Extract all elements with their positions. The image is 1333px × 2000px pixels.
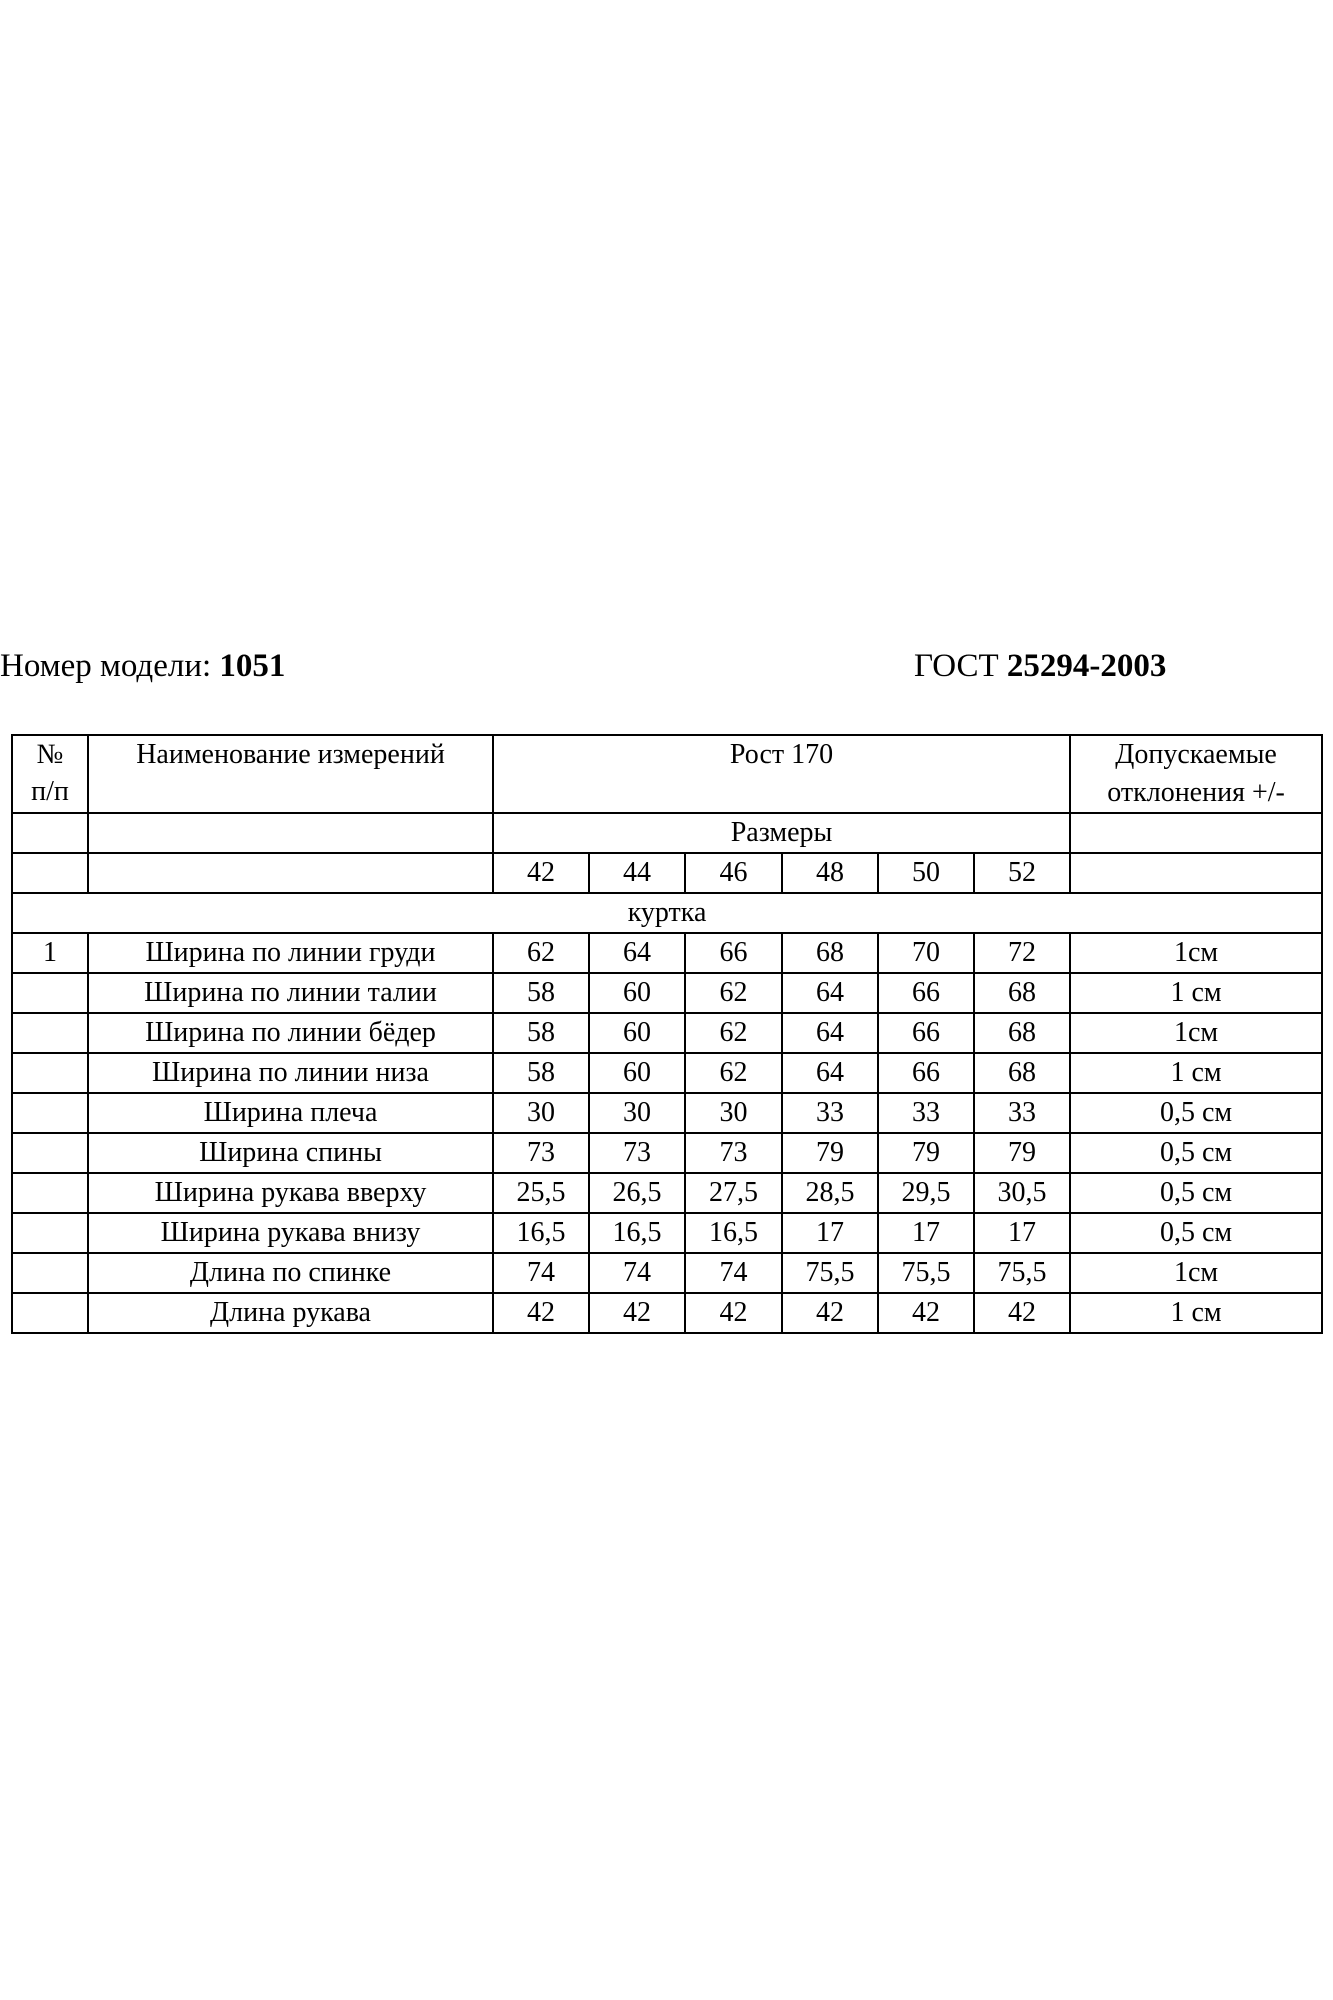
gost-label: ГОСТ: [914, 648, 999, 684]
empty-cell: [88, 813, 493, 853]
size-cell: 42: [493, 853, 589, 893]
measurement-name: Длина по спинке: [88, 1253, 493, 1293]
measurement-value: 26,5: [589, 1173, 685, 1213]
tolerance-value: 0,5 см: [1070, 1213, 1322, 1253]
row-number: [12, 1013, 88, 1053]
measurement-value: 30: [589, 1093, 685, 1133]
measurement-value: 17: [878, 1213, 974, 1253]
section-title: куртка: [12, 893, 1322, 933]
col-number-header: [12, 735, 88, 813]
measurement-value: 60: [589, 1013, 685, 1053]
measurement-value: 29,5: [878, 1173, 974, 1213]
measurement-value: 58: [493, 1053, 589, 1093]
measurement-value: 30: [493, 1093, 589, 1133]
measurement-value: 17: [782, 1213, 878, 1253]
measurement-value: 58: [493, 973, 589, 1013]
measurement-value: 64: [589, 933, 685, 973]
measurement-value: 64: [782, 1053, 878, 1093]
measurement-value: 73: [493, 1133, 589, 1173]
tolerance-value: 1см: [1070, 1253, 1322, 1293]
section-row: [12, 893, 1322, 933]
measurement-name: Ширина рукава внизу: [88, 1213, 493, 1253]
measurement-value: 33: [878, 1093, 974, 1133]
measurement-value: 75,5: [782, 1253, 878, 1293]
measurement-value: 66: [878, 1013, 974, 1053]
table-row: [12, 1173, 1322, 1213]
table-row: [12, 1013, 1322, 1053]
table-row: [12, 1093, 1322, 1133]
table-row: [12, 1053, 1322, 1093]
table-row: [12, 1293, 1322, 1333]
measurement-name: Ширина по линии бёдер: [88, 1013, 493, 1053]
row-number: [12, 973, 88, 1013]
row-number: [12, 1053, 88, 1093]
size-cell: 44: [589, 853, 685, 893]
measurement-value: 73: [685, 1133, 782, 1173]
measurement-value: 74: [589, 1253, 685, 1293]
row-number: [12, 1173, 88, 1213]
tolerance-value: 1см: [1070, 933, 1322, 973]
measurement-value: 16,5: [493, 1213, 589, 1253]
table-body: [12, 735, 1322, 933]
measurement-value: 73: [589, 1133, 685, 1173]
tolerance-header: [1070, 735, 1322, 813]
measurement-value: 64: [782, 973, 878, 1013]
col-name-header: Наименование измерений: [88, 735, 493, 813]
measurement-value: 68: [974, 973, 1070, 1013]
empty-cell: [1070, 853, 1322, 893]
tolerance-value: 0,5 см: [1070, 1093, 1322, 1133]
size-cell: 50: [878, 853, 974, 893]
measurement-value: 70: [878, 933, 974, 973]
measurement-name: Ширина по линии низа: [88, 1053, 493, 1093]
measurement-value: 68: [974, 1013, 1070, 1053]
table-row: [12, 1133, 1322, 1173]
measurement-name: Ширина по линии талии: [88, 973, 493, 1013]
measurement-value: 75,5: [974, 1253, 1070, 1293]
measurement-value: 42: [685, 1293, 782, 1333]
measurement-value: 68: [974, 1053, 1070, 1093]
tolerance-line1: Допускаемые: [1115, 739, 1277, 770]
measurement-name: Ширина по линии груди: [88, 933, 493, 973]
measurement-value: 66: [878, 973, 974, 1013]
measurement-value: 74: [685, 1253, 782, 1293]
col-number-line1: №: [36, 739, 64, 770]
tolerance-value: 1см: [1070, 1013, 1322, 1053]
measurement-value: 68: [782, 933, 878, 973]
row-number: [12, 1213, 88, 1253]
document-header: [0, 648, 1333, 692]
size-cell: 52: [974, 853, 1070, 893]
empty-cell: [12, 853, 88, 893]
measurement-value: 62: [685, 1013, 782, 1053]
gost-line: [914, 648, 1166, 685]
empty-cell: [1070, 813, 1322, 853]
model-label: Номер модели:: [0, 648, 212, 684]
measurement-value: 30: [685, 1093, 782, 1133]
measurement-value: 62: [685, 1053, 782, 1093]
measurement-value: 58: [493, 1013, 589, 1053]
measurement-rows: [12, 933, 1322, 1333]
measurement-value: 16,5: [685, 1213, 782, 1253]
measurement-value: 33: [782, 1093, 878, 1133]
measurement-value: 79: [878, 1133, 974, 1173]
measurement-name: Ширина плеча: [88, 1093, 493, 1133]
gost-number: 25294-2003: [1006, 648, 1167, 684]
measurement-value: 17: [974, 1213, 1070, 1253]
empty-cell: [12, 813, 88, 853]
measurement-name: Длина рукава: [88, 1293, 493, 1333]
measurement-value: 66: [878, 1053, 974, 1093]
measurement-value: 62: [493, 933, 589, 973]
tolerance-value: 0,5 см: [1070, 1133, 1322, 1173]
tolerance-value: 0,5 см: [1070, 1173, 1322, 1213]
measurement-value: 33: [974, 1093, 1070, 1133]
measurement-value: 42: [589, 1293, 685, 1333]
tolerance-value: 1 см: [1070, 1053, 1322, 1093]
row-number: [12, 1293, 88, 1333]
tolerance-line2: отклонения +/-: [1107, 777, 1285, 808]
measurement-value: 28,5: [782, 1173, 878, 1213]
size-cell: 46: [685, 853, 782, 893]
measurement-name: Ширина спины: [88, 1133, 493, 1173]
measurement-value: 30,5: [974, 1173, 1070, 1213]
size-cell: 48: [782, 853, 878, 893]
measurement-value: 42: [974, 1293, 1070, 1333]
tolerance-value: 1 см: [1070, 973, 1322, 1013]
row-number: [12, 1133, 88, 1173]
measurement-value: 72: [974, 933, 1070, 973]
measurement-value: 75,5: [878, 1253, 974, 1293]
size-measurement-table: [11, 734, 1323, 1334]
measurement-value: 74: [493, 1253, 589, 1293]
sizes-row: [12, 853, 1322, 893]
empty-cell: [88, 853, 493, 893]
measurement-value: 60: [589, 1053, 685, 1093]
model-number-line: [0, 648, 285, 685]
measurement-value: 62: [685, 973, 782, 1013]
row-number: [12, 1093, 88, 1133]
model-number: 1051: [219, 648, 286, 684]
row-number: [12, 1253, 88, 1293]
measurement-value: 16,5: [589, 1213, 685, 1253]
table-row: [12, 1213, 1322, 1253]
table-row: [12, 973, 1322, 1013]
measurement-value: 60: [589, 973, 685, 1013]
measurement-value: 27,5: [685, 1173, 782, 1213]
table-row: [12, 1253, 1322, 1293]
height-header: Рост 170: [493, 735, 1070, 813]
measurement-value: 42: [878, 1293, 974, 1333]
measurement-name: Ширина рукава вверху: [88, 1173, 493, 1213]
measurement-value: 79: [782, 1133, 878, 1173]
sizes-label-row: [12, 813, 1322, 853]
tolerance-value: 1 см: [1070, 1293, 1322, 1333]
measurement-value: 25,5: [493, 1173, 589, 1213]
measurement-value: 64: [782, 1013, 878, 1053]
header-row: [12, 735, 1322, 813]
measurement-value: 42: [782, 1293, 878, 1333]
measurement-value: 79: [974, 1133, 1070, 1173]
row-number: 1: [12, 933, 88, 973]
col-number-line2: п/п: [31, 776, 69, 807]
sizes-header: Размеры: [493, 813, 1070, 853]
table-row: [12, 933, 1322, 973]
measurement-value: 42: [493, 1293, 589, 1333]
measurement-value: 66: [685, 933, 782, 973]
